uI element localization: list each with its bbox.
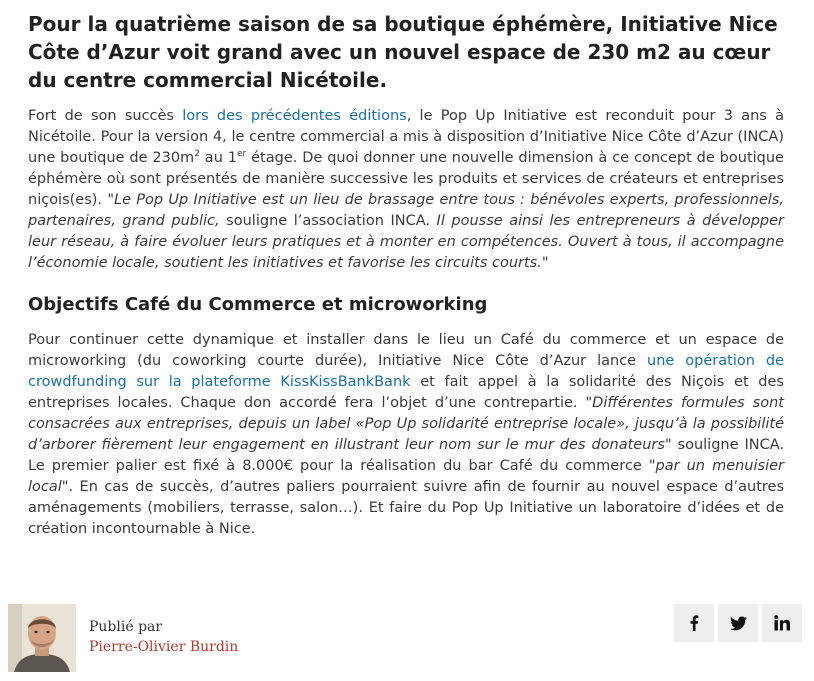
body-paragraph <box>28 330 784 540</box>
superscript: 2 <box>194 149 200 160</box>
twitter-share-button[interactable] <box>718 604 758 642</box>
text-span: étage. De quoi donner une nouvelle dimension à ce concept de boutique éphémère où sont présentés de manière successive les produits et services de créateurs et entreprises niçois(es). " <box>28 150 784 208</box>
avatar-portrait-icon <box>8 604 76 672</box>
facebook-share-button[interactable] <box>674 604 714 642</box>
linkedin-icon <box>774 615 790 631</box>
text-span: au 1 <box>199 150 237 166</box>
text-span: , le Pop Up Initiative est reconduit pour 3 ans à Nicétoile. Pour la version 4, le centre commercial a mis à disposition d’Initiative Nice Côte d’Azur (INCA) une boutique de 230m <box>28 108 784 166</box>
text-span: Fort de son succès <box>28 108 183 124</box>
quote-text: Différentes formules sont consacrées aux entreprises, depuis un label «Pop Up solidarité entreprise locale», jusqu’à la possibilité d’arborer fièrement leur engagement en illustrant leur nom sur le mur des donateurs <box>28 395 784 453</box>
text-span: Pour continuer cette dynamique et installer dans le lieu un Café du commerce et un espace de microworking (du coworking courte durée), Initiative Nice Côte d’Azur lance <box>28 332 784 369</box>
article <box>28 10 784 540</box>
author-name-link[interactable]: Pierre-Olivier Burdin <box>89 639 239 655</box>
text-span: souligne l’association INCA. <box>219 213 437 229</box>
previous-editions-link[interactable]: lors des précédentes éditions <box>182 108 407 124</box>
twitter-icon <box>730 616 747 631</box>
quote-text: Le Pop Up Initiative est un lieu de brassage entre tous : bénévoles experts, professionnels, partenaires, grand public, <box>28 192 784 229</box>
superscript: er <box>237 149 247 160</box>
crowdfunding-link[interactable]: une opération de crowdfunding sur la plateforme KissKissBankBank <box>28 353 784 390</box>
quote-text: Il pousse ainsi les entrepreneurs à développer leur réseau, à faire évoluer leurs pratiques et à monter en compétences. Ouvert à tous, il accompagne l’économie locale, soutient les initiatives et favorise les circuits courts. <box>28 213 784 271</box>
text-span: " souligne INCA. Le premier palier est fixé à 8.000€ pour la réalisation du bar Café du commerce " <box>28 437 784 474</box>
text-span: ". En cas de succès, d’autres paliers pourraient suivre afin de fournir au nouvel espace d’autres aménagements (mobiliers, terrasse, salon…). Et faire du Pop Up Initiative un laboratoire d’idées et de création incontournable à Nice. <box>28 479 784 537</box>
quote-text: par un menuisier local <box>28 458 784 495</box>
avatar[interactable] <box>8 604 76 672</box>
text-span: " <box>541 255 549 271</box>
published-by-label: Publié par <box>89 619 163 635</box>
intro-paragraph <box>28 106 784 274</box>
section-heading: Objectifs Café du Commerce et microworking <box>28 294 488 315</box>
author-bar <box>8 604 808 674</box>
linkedin-share-button[interactable] <box>762 604 802 642</box>
facebook-icon <box>686 615 702 631</box>
article-title: Pour la quatrième saison de sa boutique éphémère, Initiative Nice Côte d’Azur voit grand avec un nouvel espace de 230 m2 au cœur du centre commercial Nicétoile. <box>28 12 778 92</box>
text-span: et fait appel à la solidarité des Niçois et des entreprises locales. Chaque don accordé fera l’objet d’une contrepartie. " <box>28 374 784 411</box>
